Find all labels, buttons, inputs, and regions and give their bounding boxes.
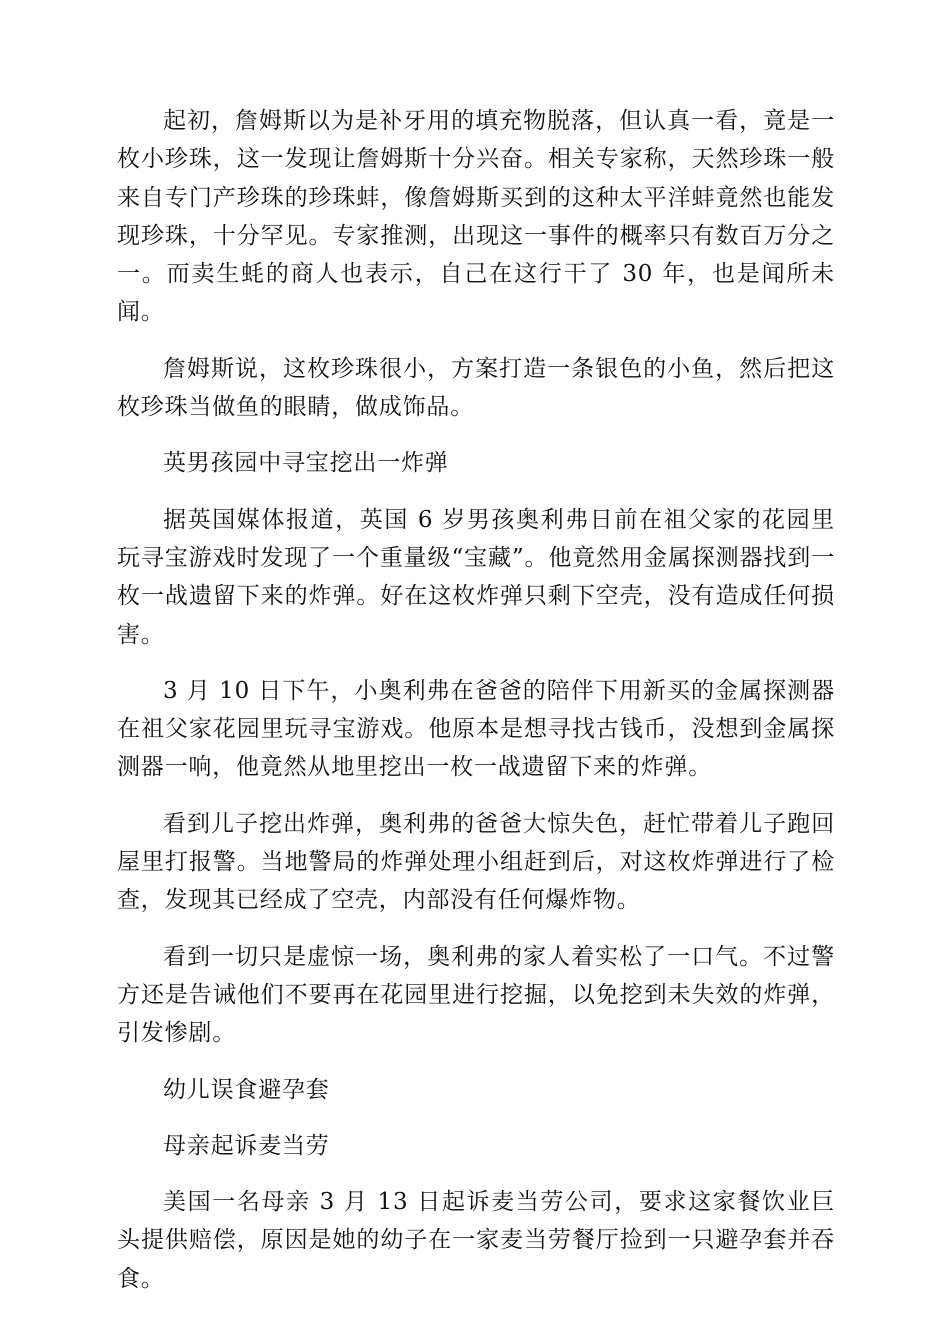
paragraph-pearl-plan: 詹姆斯说，这枚珍珠很小，方案打造一条银色的小鱼，然后把这枚珍珠当做鱼的眼睛，做成饰品。 (117, 355, 835, 421)
paragraph-pearl-discovery: 起初，詹姆斯以为是补牙用的填充物脱落，但认真一看，竟是一枚小珍珠，这一发现让詹姆斯十分兴奋。相关专家称，天然珍珠一般来自专门产珍珠的珍珠蚌，像詹姆斯买到的这种太平洋蚌竟然也能发现珍珠，十分罕见。专家推测，出现这一事件的概率只有数百万分之一。而卖生蚝的商人也表示，自己在这行干了 30 年，也是闻所未闻。 (117, 108, 835, 326)
paragraph-bomb-report: 据英国媒体报道，英国 6 岁男孩奥利弗日前在祖父家的花园里玩寻宝游戏时发现了一个重量级“宝藏”。他竟然用金属探测器找到一枚一战遗留下来的炸弹。好在这枚炸弹只剩下空壳，没有造成任何损害。 (117, 506, 835, 648)
paragraph-bomb-inspection: 看到儿子挖出炸弹，奥利弗的爸爸大惊失色，赶忙带着儿子跑回屋里打报警。当地警局的炸弹处理小组赶到后，对这枚炸弹进行了检查，发现其已经成了空壳，内部没有任何爆炸物。 (117, 810, 835, 914)
paragraph-bomb-relief: 看到一切只是虚惊一场，奥利弗的家人着实松了一口气。不过警方还是告诫他们不要再在花园里进行挖掘，以免挖到未失效的炸弹，引发惨剧。 (117, 943, 835, 1047)
paragraph-bomb-details: 3 月 10 日下午，小奥利弗在爸爸的陪伴下用新买的金属探测器在祖父家花园里玩寻宝游戏。他原本是想寻找古钱币，没想到金属探测器一响，他竟然从地里挖出一枚一战遗留下来的炸弹。 (117, 677, 835, 781)
paragraph-lawsuit: 美国一名母亲 3 月 13 日起诉麦当劳公司，要求这家餐饮业巨头提供赔偿，原因是她的幼子在一家麦当劳餐厅捡到一只避孕套并吞食。 (117, 1189, 835, 1292)
heading-condom-story-line2: 母亲起诉麦当劳 (163, 1132, 330, 1159)
heading-bomb-story: 英男孩园中寻宝挖出一炸弹 (163, 450, 449, 477)
document-body (117, 102, 835, 1316)
heading-condom-story-line1: 幼儿误食避孕套 (163, 1076, 330, 1103)
